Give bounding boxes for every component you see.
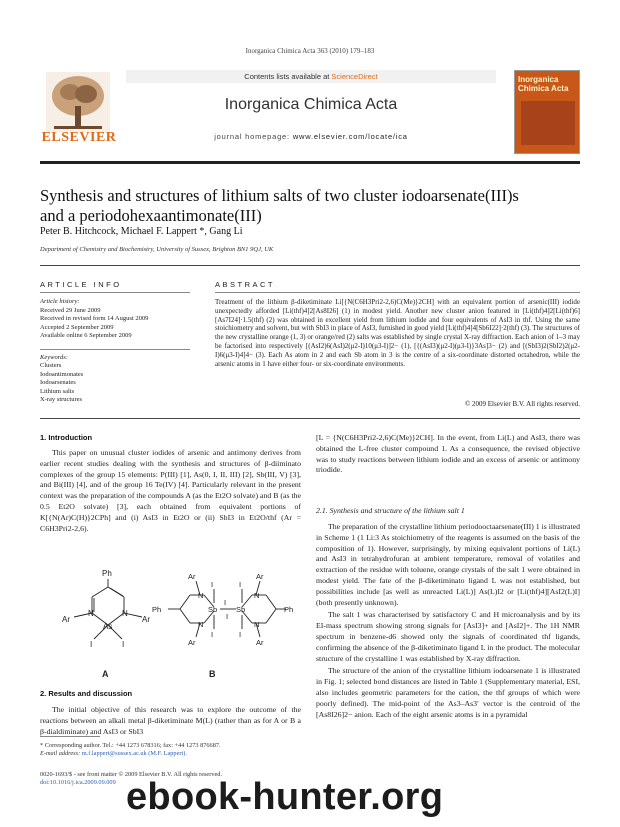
masthead-rule [40, 161, 580, 164]
abstract-text: Treatment of the lithium β-diketiminate Li[{N(C6H3Pri2-2,6)C(Me)}2CH] with an equivalent portion of arsenic(III) iodide unexpectedly afforded [Li(thf)4]2[As8I26] (1) in modest yield. Another new cluster anion featured in [Li(thf)4]2[Li(thf)6][As7I24]·1.5(thf) (2) was obtained in excellent yield from lithium iodide and four equivalents of AsI3 in thf. Using the same stoichiometry and solvent, but with SbI3 in place of AsI3, furnished in good yield [Li(thf)4]4[Sb6I22]·2(thf) (3). The structures of the new crystalline orange (1, 3) or orange/red (2) salts was established by single crystal X-ray diffraction. Each anion of 1–3 may be factorised into respectively [(AsI2)6(AsI)2(μ2-I)10(μ3-I)]2− (1), [{(AsI3)(μ2-I)(μ3-I)}3As]3− (2) and [(SbI3)2(SbI2)2(μ2-I)6(μ3-I)4]4− (3). Each As atom in 2 and each Sb atom in 3 is the centre of a six-coordinate distorted octahedron, while the arsenic atoms in 1 have either four- or six-coordinate environments. [215, 298, 580, 368]
svg-text:I: I [211, 630, 214, 639]
svg-text:N: N [198, 620, 204, 629]
structure-b [168, 581, 286, 637]
elsevier-logo [40, 70, 118, 154]
sciencedirect-link[interactable]: ScienceDirect [331, 72, 378, 81]
email-link[interactable]: m.f.lappert@sussex.ac.uk (M.F. Lappert). [81, 750, 187, 757]
keyword: Iodoantimonates [40, 370, 84, 378]
email-line [40, 750, 300, 758]
svg-text:I: I [224, 598, 227, 607]
history-item: Available online 6 September 2009 [40, 332, 132, 339]
title-line-2: and a periodohexaantimonate(III) [40, 206, 262, 225]
contents-line [126, 72, 496, 81]
structure-a-labels [62, 569, 150, 649]
contents-prefix: Contents lists available at [244, 72, 332, 81]
svg-text:Ar: Ar [256, 572, 264, 581]
article-title [40, 186, 580, 226]
svg-text:Ar: Ar [188, 572, 196, 581]
journal-title: Inorganica Chimica Acta [224, 96, 398, 113]
abstract-heading: ABSTRACT [215, 280, 276, 289]
publisher-name: ELSEVIER [41, 130, 117, 145]
history-item: Accepted 2 September 2009 [40, 323, 114, 331]
doi-link[interactable]: doi:10.1016/j.ica.2009.09.009 [40, 779, 116, 786]
section-1-heading: 1. Introduction [40, 433, 93, 442]
svg-text:Sb: Sb [208, 605, 218, 614]
masthead-center [126, 70, 496, 154]
corresponding-author: * Corresponding author. Tel.: +44 1273 678316; fax: +44 1273 876687. [40, 742, 221, 749]
homepage-prefix: journal homepage: [214, 132, 293, 141]
svg-text:N: N [122, 609, 128, 618]
article-info [40, 298, 190, 405]
svg-text:N: N [88, 609, 94, 618]
svg-text:Ph: Ph [152, 605, 162, 614]
keywords-rule [40, 349, 190, 350]
svg-text:Ph: Ph [102, 569, 112, 578]
col2-paragraph-3: The salt 1 was characterised by satisfactory C and H microanalysis and by its EI-mass spectrum showing strong signals for [AsI3]+ and [AsI2]+. The 1H NMR spectrum in benzene-d6 showed only the signals of coordinated thf ligands, confirming the absence of the β-diketiminato ligand L in the product. The molecular structure of the crystalline 1 was established by X-ray diffraction. [316, 610, 580, 663]
svg-text:Ar: Ar [256, 638, 264, 647]
scheme-label-a: A [102, 669, 109, 679]
svg-text:N: N [254, 620, 260, 629]
footnote [40, 742, 300, 758]
right-column-body [316, 522, 580, 722]
history-item: Received 29 June 2009 [40, 306, 101, 314]
svg-text:Ar: Ar [142, 615, 150, 624]
article-info-heading: ARTICLE INFO [40, 280, 122, 289]
svg-text:As: As [103, 622, 113, 631]
email-label: E-mail address: [40, 750, 81, 757]
scheme-structures [48, 565, 293, 665]
affiliation: Department of Chemistry and Biochemistry, University of Sussex, Brighton BN1 9QJ, UK [40, 246, 274, 253]
running-head: Inorganica Chimica Acta 363 (2010) 179–183 [245, 47, 375, 55]
svg-text:Ph: Ph [284, 605, 293, 614]
intro-paragraph: This paper on unusual cluster iodides of arsenic and antimony derives from earlier recent studies dealing with the synthesis and structures of β-diiminato complexes of the group 15 elements: P(III) [1], As(0, I, II, III) [2], Sb(III, V) [3], and Bi(III) [4], and of the group 16 Te(IV) [4]. Particularly relevant in the present context was the preparation of the compounds A (as the Et2O solvate) and B (as the 0.5 Et2O solvate) [3], each obtained from equivalent portions of K[{N(Ar)C(H)}2CPh] and (i) AsI3 in Et2O or (ii) SbI3 in Et2O/thf (Ar = C6H3Pri2-2,6). [40, 448, 301, 533]
keyword: Lithium salts [40, 387, 75, 395]
keyword: X-ray structures [40, 396, 83, 403]
svg-text:I: I [211, 580, 214, 589]
svg-text:N: N [254, 591, 260, 600]
col2-paragraph-4: The structure of the anion of the crystalline lithium iodoarsenate 1 is illustrated in Fig. 1; selected bond distances are listed in Table 1 (Supplementary material, ESI, also includes geometric parameters for the cation, the thf groups of which were poorly defined). The mid-point of the As3–As3′ vector is the centroid of the [As8I26]2− anion. Each of the eight arsenic atoms is in a pyramidal [316, 666, 580, 719]
svg-text:Ar: Ar [62, 615, 70, 624]
col2-paragraph-2: The preparation of the crystalline lithium periodooctaarsenate(III) 1 is illustrated in Scheme 1 (1 Li:3 As stoichiometry of the reagents is assumed on the basis of the composition of 1). However, surprisingly, by mixing equivalent portions of Li(L) and AsI3 in tetrahydrofuran at ambient temperature, removal of volatiles and extraction of the residue with toluene, orange crystals of the salt 1 were obtained in modest yield. The fate of the β-diketiminato ligand L was not established, but possibilities include [as well as unreacted Li(L)] As(L)I2 or [Li(thf)4][AsI2(L)I] (both presently unknown). [316, 522, 580, 607]
watermark [126, 776, 616, 822]
info-rule [40, 292, 190, 293]
abstract-bottom-rule [40, 418, 580, 419]
keywords-label: Keywords: [40, 353, 68, 361]
svg-text:I: I [239, 630, 242, 639]
footnote-rule [40, 736, 100, 737]
right-column [316, 433, 580, 478]
history-label: Article history: [40, 298, 80, 305]
svg-text:Ar: Ar [188, 638, 196, 647]
left-column-results [40, 705, 301, 739]
svg-text:Sb: Sb [236, 605, 246, 614]
svg-text:I: I [239, 580, 242, 589]
history-item: Received in revised form 14 August 2009 [40, 315, 149, 322]
section-2-heading: 2. Results and discussion [40, 689, 133, 698]
keyword: Clusters [40, 362, 62, 369]
abstract-rule [215, 292, 580, 293]
journal-masthead [40, 70, 580, 154]
homepage-link[interactable]: www.elsevier.com/locate/ica [292, 132, 408, 141]
watermark-text: ebook-hunter.org [126, 776, 444, 818]
scheme-label-b: B [209, 669, 216, 679]
left-column-intro [40, 448, 301, 536]
issn-line: 0020-1693/$ - see front matter © 2009 Elsevier B.V. All rights reserved. [40, 771, 222, 778]
journal-cover-image [514, 70, 580, 154]
structure-b-labels [152, 572, 293, 647]
header-divider [40, 265, 580, 266]
copyright: © 2009 Elsevier B.V. All rights reserved. [464, 400, 580, 408]
cover-title: Inorganica Chimica Acta [518, 75, 569, 93]
authors: Peter B. Hitchcock, Michael F. Lappert *, Gang Li [40, 226, 243, 237]
elsevier-tree-icon [46, 72, 110, 132]
svg-text:N: N [198, 591, 204, 600]
cover-graphic [521, 101, 575, 145]
journal-homepage [126, 132, 496, 141]
results-paragraph: The initial objective of this research was to explore the outcome of the reactions between an alkali metal β-diketiminate M(L) (rather than as for A or B a β-dialdiminate) and AsI3 or SbI3 [40, 705, 301, 736]
svg-text:I: I [122, 640, 125, 649]
svg-text:I: I [90, 640, 93, 649]
subsection-2-1-heading: 2.1. Synthesis and structure of the lithium salt 1 [316, 506, 465, 515]
col2-paragraph-1: [L = {N(C6H3Pri2-2,6)C(Me)}2CH]. In the event, from Li(L) and AsI3, there was obtained the L-free cluster compound 1. As a consequence, the revised objective was to study reactions between lithium iodide and an excess of arsenic or antimony triodide. [316, 433, 580, 475]
title-line-1: Synthesis and structures of lithium salts of two cluster iodoarsenate(III)s [40, 186, 519, 205]
svg-text:I: I [226, 612, 229, 621]
keyword: Iodoarsenates [40, 379, 76, 386]
